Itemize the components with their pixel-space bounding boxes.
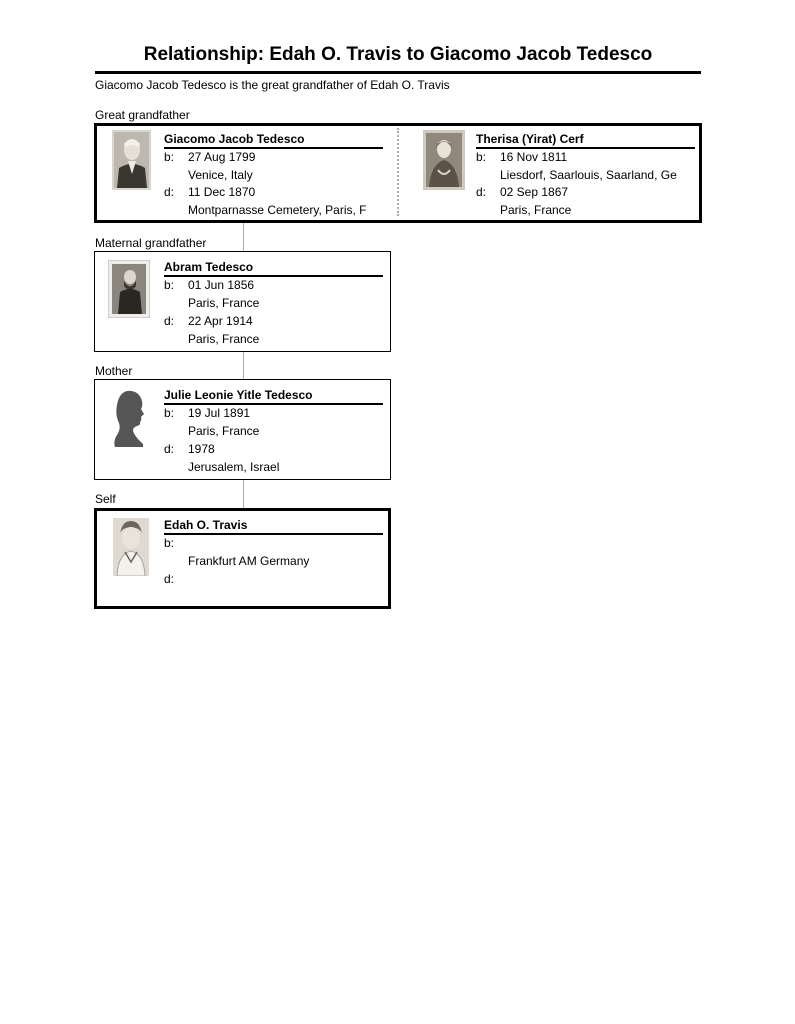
birth-date: 01 Jun 1856 <box>188 278 255 292</box>
death-label: d: <box>164 442 175 456</box>
person-name: Abram Tedesco <box>164 260 383 277</box>
portrait-photo-icon <box>113 518 149 576</box>
birth-date: 16 Nov 1811 <box>500 150 568 164</box>
person-name: Giacomo Jacob Tedesco <box>164 132 383 149</box>
connector-line <box>243 223 244 251</box>
person-card-therisa[interactable] <box>408 126 698 220</box>
spouse-divider <box>397 128 399 216</box>
birth-date: 19 Jul 1891 <box>188 406 251 420</box>
death-label: d: <box>164 314 175 328</box>
portrait-photo-icon <box>108 260 150 318</box>
generation-label-maternal-grandfather: Maternal grandfather <box>95 236 207 250</box>
page-title: Relationship: Edah O. Travis to Giacomo Jacob Tedesco <box>143 44 653 65</box>
generation-label-self: Self <box>95 492 116 506</box>
death-date: 1978 <box>188 442 215 456</box>
death-date: 11 Dec 1870 <box>188 185 256 199</box>
birth-label: b: <box>476 150 487 164</box>
person-card-giacomo[interactable] <box>97 126 397 220</box>
person-card-edah[interactable] <box>94 508 391 609</box>
birth-place: Paris, France <box>188 296 260 310</box>
person-name: Julie Leonie Yitle Tedesco <box>164 388 383 405</box>
birth-label: b: <box>164 536 175 550</box>
birth-place: Frankfurt AM Germany <box>188 554 310 568</box>
death-date: 22 Apr 1914 <box>188 314 253 328</box>
relationship-summary: Giacomo Jacob Tedesco is the great grandfather of Edah O. Travis <box>95 78 450 92</box>
generation-label-mother: Mother <box>95 364 133 378</box>
portrait-photo-icon <box>112 130 151 190</box>
death-place: Jerusalem, Israel <box>188 460 280 474</box>
death-label: d: <box>476 185 487 199</box>
person-card-julie[interactable] <box>94 379 391 480</box>
person-card-abram[interactable] <box>94 251 391 352</box>
person-name: Therisa (Yirat) Cerf <box>476 132 695 149</box>
death-date: 02 Sep 1867 <box>500 185 569 199</box>
birth-place: Liesdorf, Saarlouis, Saarland, Ge <box>500 168 677 182</box>
silhouette-placeholder-icon <box>113 389 147 447</box>
death-place: Paris, France <box>500 203 572 217</box>
connector-line <box>243 352 244 379</box>
title-rule <box>95 71 701 74</box>
birth-label: b: <box>164 278 175 292</box>
portrait-photo-icon <box>423 130 465 190</box>
birth-label: b: <box>164 150 175 164</box>
death-label: d: <box>164 185 175 199</box>
connector-line <box>243 480 244 508</box>
death-label: d: <box>164 572 175 586</box>
birth-place: Venice, Italy <box>188 168 253 182</box>
birth-place: Paris, France <box>188 424 260 438</box>
birth-label: b: <box>164 406 175 420</box>
person-name: Edah O. Travis <box>164 518 383 535</box>
death-place: Montparnasse Cemetery, Paris, F <box>188 203 367 217</box>
death-place: Paris, France <box>188 332 260 346</box>
generation-label-great-grandfather: Great grandfather <box>95 108 190 122</box>
birth-date: 27 Aug 1799 <box>188 150 256 164</box>
